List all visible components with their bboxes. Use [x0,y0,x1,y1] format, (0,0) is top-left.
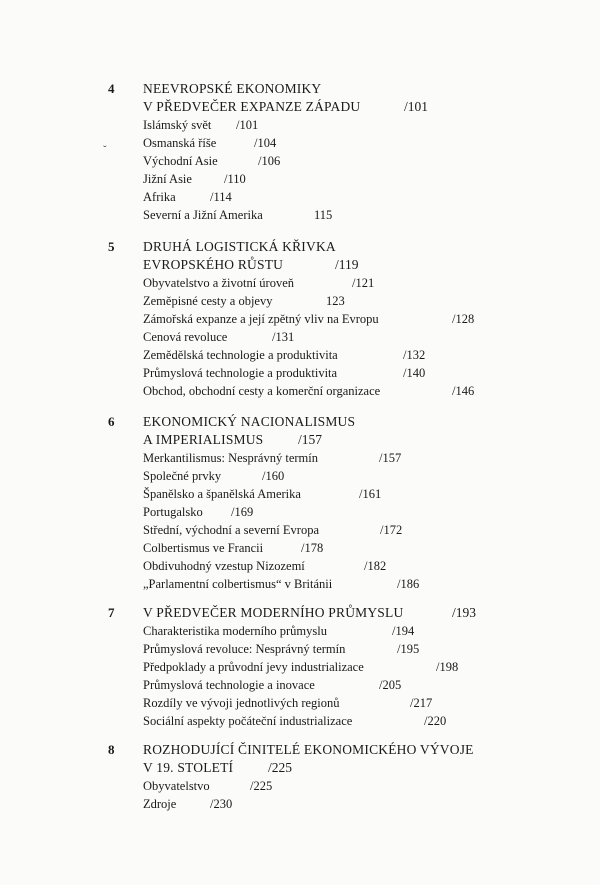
chapter-number: 7 [108,605,115,620]
toc-entry: Zámořská expanze a její zpětný vliv na Evropu [143,312,379,326]
chapter-number: 4 [108,81,115,96]
toc-entry: Afrika [143,190,176,204]
chapter-page-number: /193 [452,605,477,620]
toc-entry-page: /131 [272,330,295,344]
toc-entry: Zemědělská technologie a produktivita [143,348,338,362]
toc-entry-page: /194 [392,624,415,638]
toc-entry-page: 123 [326,294,345,308]
toc-entry: Obchod, obchodní cesty a komerční organizace [143,384,381,398]
chapter-title-line: EVROPSKÉHO RŮSTU [143,257,284,272]
toc-entry: Východní Asie [143,154,218,168]
toc-entry: „Parlamentní colbertismus“ v Británii [143,577,333,591]
toc-entry-page: /161 [359,487,382,501]
chapter-title-line: V 19. STOLETÍ [143,760,234,775]
toc-entry: Společné prvky [143,469,222,483]
toc-entry: Colbertismus ve Francii [143,541,264,555]
toc-entry-page: /205 [379,678,402,692]
chapter-page-number: /101 [404,99,429,114]
toc-entry: Zeměpisné cesty a objevy [143,294,273,308]
toc-entry-page: /220 [424,714,447,728]
toc-entry: Osmanská říše [143,136,217,150]
toc-entry-page: 115 [314,208,333,222]
chapter-title-line: V PŘEDVEČER EXPANZE ZÁPADU [143,99,361,114]
toc-entry-page: /169 [231,505,254,519]
toc-entry: Rozdíly ve vývoji jednotlivých regionů [143,696,340,710]
toc-entry-page: /140 [403,366,426,380]
chapter-number: 8 [108,742,115,757]
toc-entry: Předpoklady a průvodní jevy industrializace [143,660,364,674]
toc-entry: Merkantilismus: Nesprávný termín [143,451,318,465]
toc-entry: Průmyslová revoluce: Nesprávný termín [143,642,346,656]
toc-entry-page: /172 [380,523,403,537]
toc-entry-page: /128 [452,312,475,326]
toc-entry: Obyvatelstvo [143,779,210,793]
toc-entry: Islámský svět [143,118,212,132]
toc-entry-page: /230 [210,797,233,811]
toc-entry-page: /104 [254,136,277,150]
chapter-number: 5 [108,239,115,254]
chapter-number: 6 [108,414,115,429]
toc-entry: Jižní Asie [143,172,192,186]
toc-entry-page: /225 [250,779,273,793]
toc-entry-page: /160 [262,469,285,483]
toc-entry-page: /198 [436,660,459,674]
toc-entry-page: /157 [379,451,402,465]
chapter-title-line: NEEVROPSKÉ EKONOMIKY [143,81,322,96]
chapter-page-number: /225 [268,760,293,775]
toc-entry: Portugalsko [143,505,203,519]
toc-entry-page: /178 [301,541,324,555]
chapter-title-line: DRUHÁ LOGISTICKÁ KŘIVKA [143,239,336,254]
toc-entry: Španělsko a španělská Amerika [143,487,301,501]
toc-entry: Severní a Jižní Amerika [143,208,263,222]
toc-entry-page: /132 [403,348,426,362]
toc-entry-page: /146 [452,384,475,398]
toc-entry: Průmyslová technologie a inovace [143,678,315,692]
toc-entry: Obdivuhodný vzestup Nizozemí [143,559,305,573]
chapter-title-line: V PŘEDVEČER MODERNÍHO PRŮMYSLU [143,605,404,620]
chapter-title-line: ROZHODUJÍCÍ ČINITELÉ EKONOMICKÉHO VÝVOJE [143,742,474,757]
toc-entry-page: /195 [397,642,420,656]
toc-entry-page: /182 [364,559,387,573]
toc-entry-page: /217 [410,696,433,710]
toc-entry-page: /110 [224,172,246,186]
toc-entry: Střední, východní a severní Evropa [143,523,319,537]
toc-entry-page: /121 [352,276,375,290]
chapter-page-number: /119 [335,257,359,272]
toc-entry: Obyvatelstvo a životní úroveň [143,276,295,290]
toc-entry-page: /101 [236,118,259,132]
toc-entry: Zdroje [143,797,177,811]
margin-mark: ˇ [103,144,107,156]
toc-entry: Průmyslová technologie a produktivita [143,366,338,380]
toc-entry: Charakteristika moderního průmyslu [143,624,327,638]
chapter-page-number: /157 [298,432,323,447]
toc-entry: Sociální aspekty počáteční industrializace [143,714,353,728]
chapter-title-line: EKONOMICKÝ NACIONALISMUS [143,414,356,429]
toc-entry-page: /114 [210,190,232,204]
toc-entry-page: /186 [397,577,420,591]
toc-entry: Cenová revoluce [143,330,228,344]
chapter-title-line: A IMPERIALISMUS [143,432,264,447]
toc-entry-page: /106 [258,154,281,168]
